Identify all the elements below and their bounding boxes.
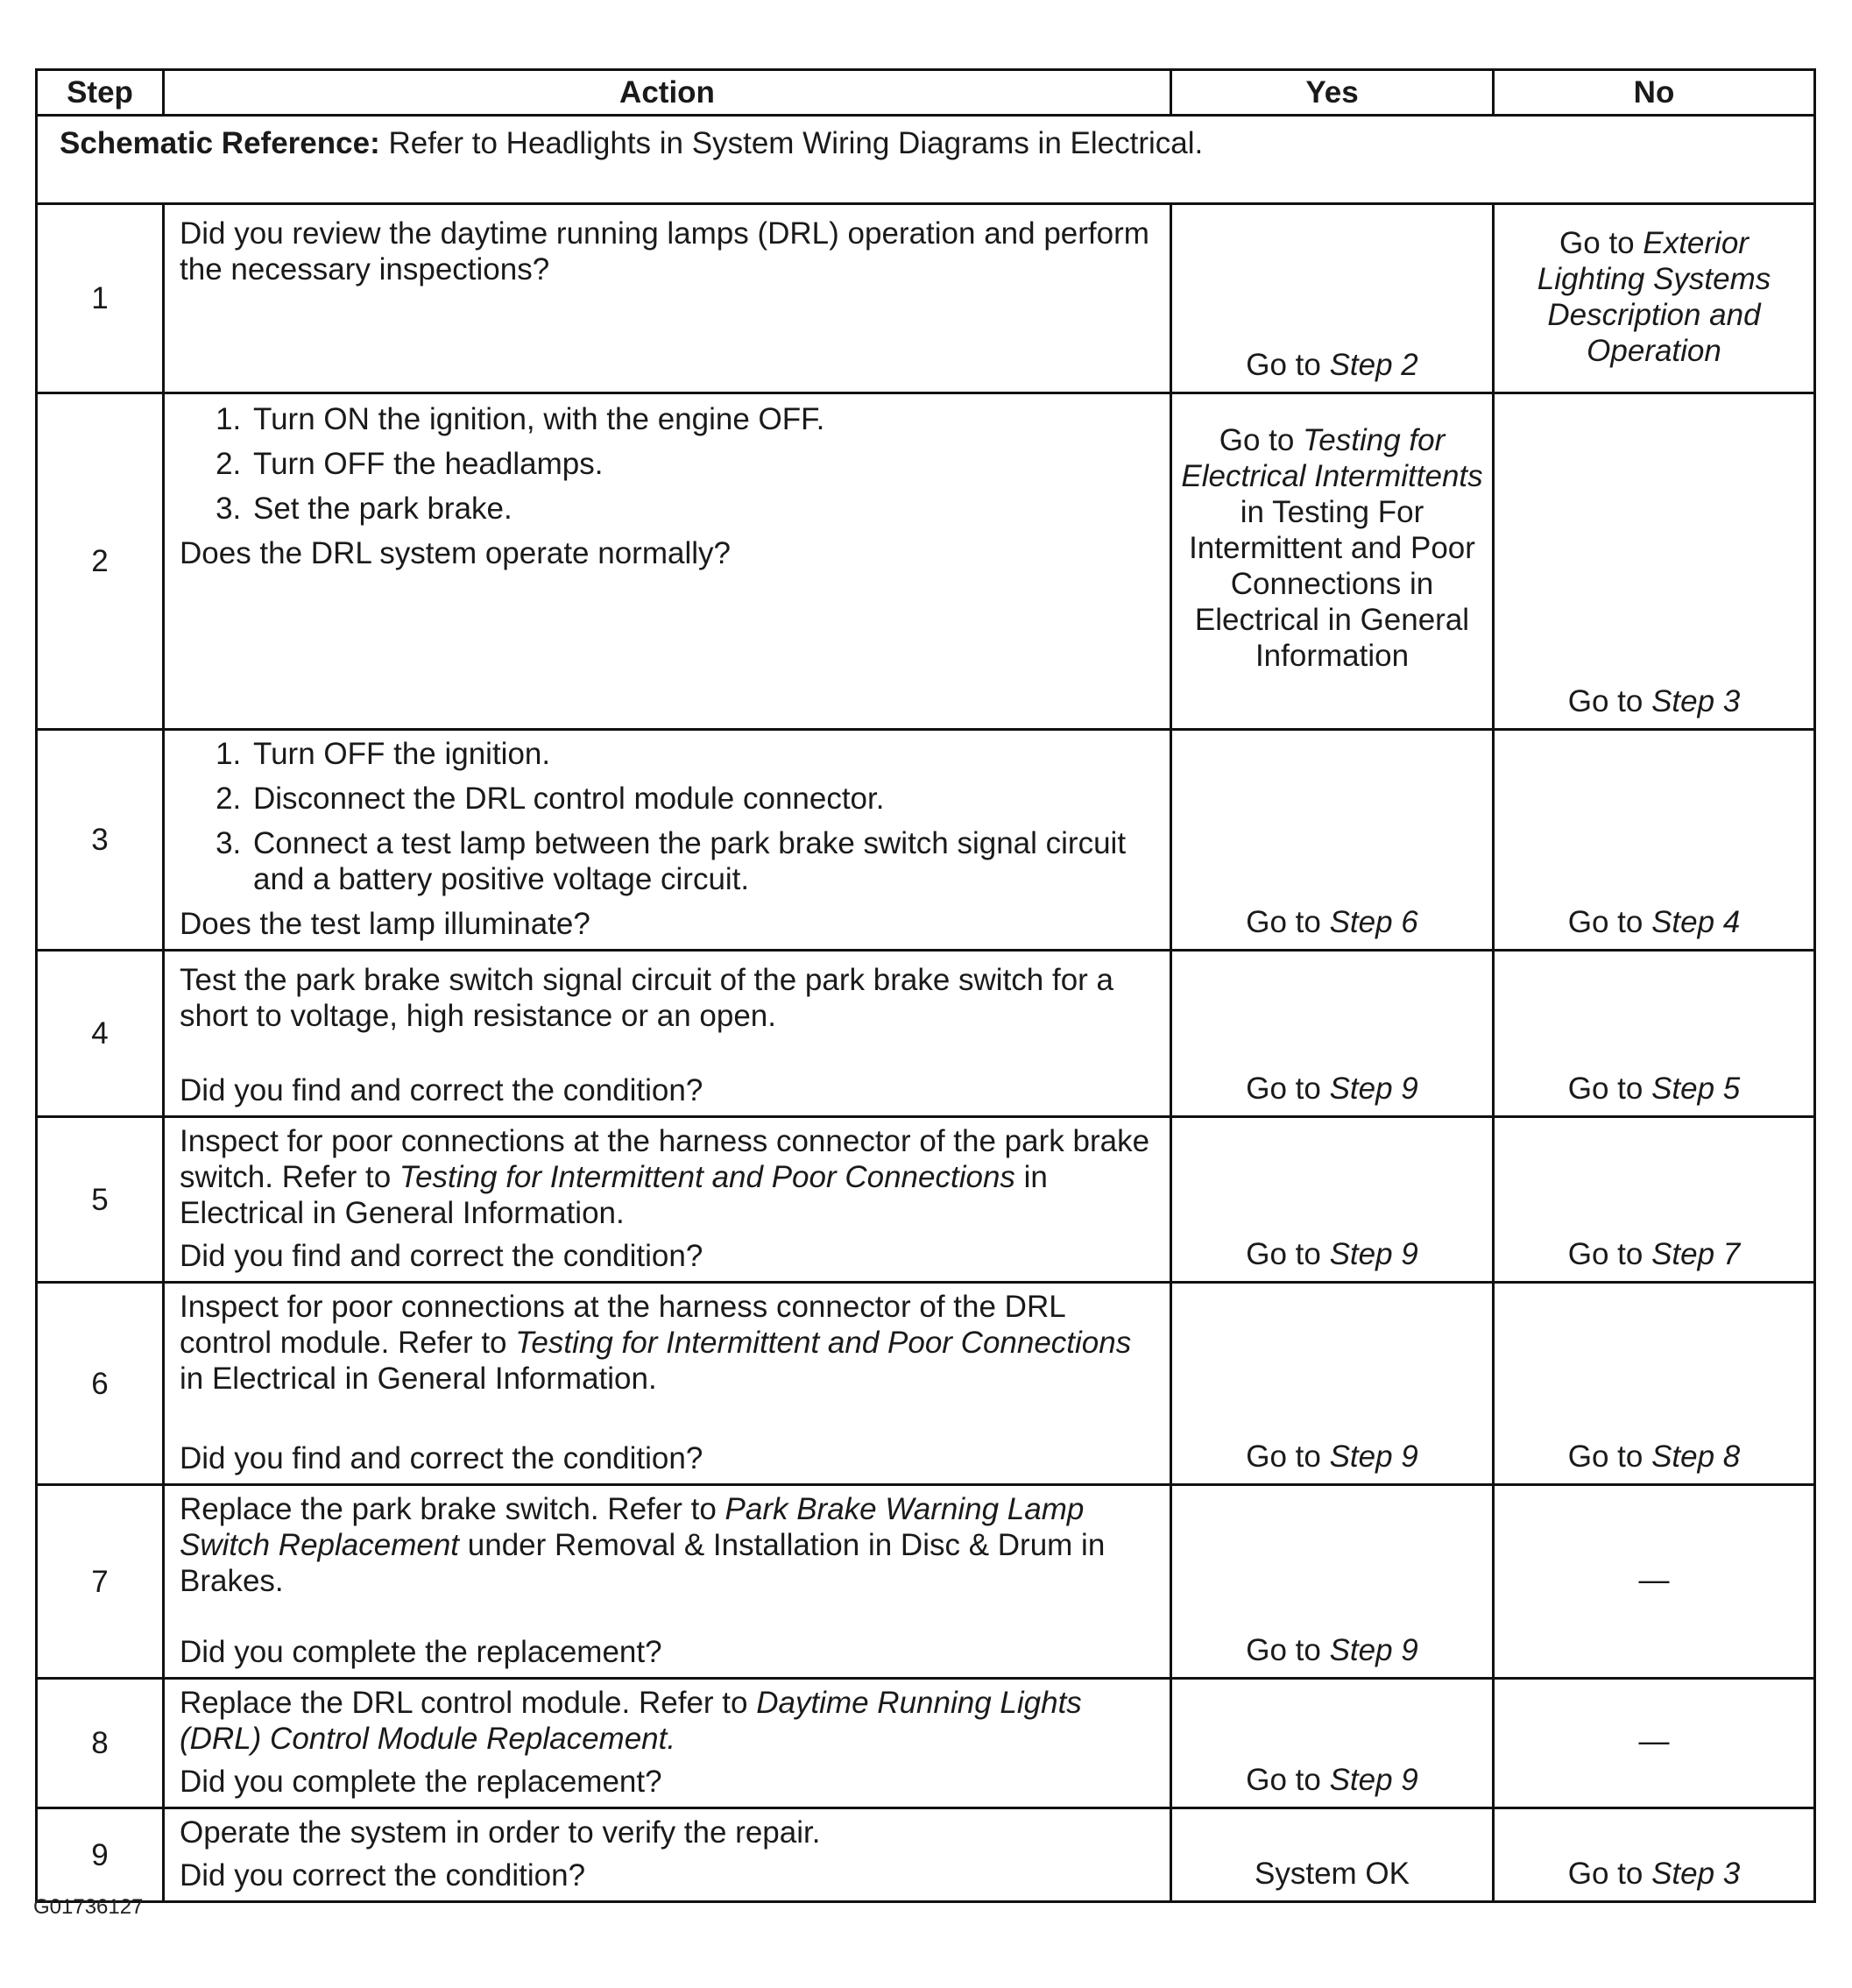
no-link[interactable]: Step 7 xyxy=(1651,1237,1741,1271)
diagnostic-table xyxy=(35,68,1816,1903)
step-number: 9 xyxy=(37,1808,164,1902)
action-link[interactable]: Park Brake Warning Lamp Switch Replacement xyxy=(180,1492,1085,1562)
table-row xyxy=(37,1679,1815,1808)
yes-cell xyxy=(1171,951,1494,1117)
no-prefix: Go to xyxy=(1567,1857,1652,1891)
no-cell xyxy=(1494,393,1815,730)
action-pre: Replace the DRL control module. Refer to xyxy=(180,1686,757,1720)
action-step: 2. Disconnect the DRL control module connector. xyxy=(250,781,1154,817)
action-pre: Replace the park brake switch. Refer to xyxy=(180,1492,725,1526)
schematic-row xyxy=(37,116,1815,204)
action-cell xyxy=(164,1808,1171,1902)
no-cell xyxy=(1494,1808,1815,1902)
table-row xyxy=(37,1808,1815,1902)
schematic-reference xyxy=(37,116,1815,204)
action-text: Did you review the daytime running lamps (DRL) operation and perform the necessary inspections? xyxy=(180,216,1149,287)
action-pre: Inspect for poor connections at the harness connector of the DRL control module. Refer to xyxy=(180,1290,1065,1360)
yes-link[interactable]: Testing for Electrical Intermittents xyxy=(1181,423,1483,493)
no-cell xyxy=(1494,730,1815,951)
yes-link[interactable]: Step 6 xyxy=(1329,905,1418,939)
figure-id: G01736127 xyxy=(33,1895,144,1919)
no-prefix: Go to xyxy=(1559,225,1643,260)
no-link[interactable]: Step 8 xyxy=(1651,1440,1741,1474)
no-cell xyxy=(1494,1283,1815,1485)
no-link[interactable]: Step 3 xyxy=(1651,684,1741,718)
table-row xyxy=(37,1485,1815,1679)
schematic-text: Refer to Headlights in System Wiring Diagrams in Electrical. xyxy=(379,126,1204,160)
action-question: Did you complete the replacement? xyxy=(180,1765,662,1799)
table-row xyxy=(37,393,1815,730)
table-row xyxy=(37,1117,1815,1283)
action-step: 2. Turn OFF the headlamps. xyxy=(250,446,1154,482)
action-step: 3. Set the park brake. xyxy=(250,491,1154,527)
yes-prefix: Go to xyxy=(1219,423,1304,457)
action-text xyxy=(180,1685,1154,1757)
yes-prefix: Go to xyxy=(1246,1072,1330,1106)
no-link[interactable]: Step 5 xyxy=(1651,1072,1741,1106)
action-steps xyxy=(180,736,1154,897)
table-row xyxy=(37,1283,1815,1485)
action-link[interactable]: Testing for Intermittent and Poor Connections xyxy=(399,1160,1015,1194)
action-question: Did you find and correct the condition? xyxy=(180,1239,703,1273)
yes-prefix: Go to xyxy=(1246,905,1330,939)
table-row xyxy=(37,951,1815,1117)
action-post: in Electrical in General Information. xyxy=(180,1362,657,1396)
action-question: Does the test lamp illuminate? xyxy=(180,907,590,941)
action-question: Did you find and correct the condition? xyxy=(180,1073,703,1107)
action-text xyxy=(180,1491,1154,1599)
action-cell xyxy=(164,393,1171,730)
action-question: Did you complete the replacement? xyxy=(180,1635,662,1669)
no-prefix: Go to xyxy=(1567,1440,1652,1474)
action-steps xyxy=(180,401,1154,527)
no-prefix: Go to xyxy=(1567,1237,1652,1271)
header-yes: Yes xyxy=(1171,70,1494,116)
action-step: 1. Turn ON the ignition, with the engine OFF. xyxy=(250,401,1154,437)
step-number: 3 xyxy=(37,730,164,951)
action-step: 3. Connect a test lamp between the park brake switch signal circuit and a battery positive voltage circuit. xyxy=(250,825,1154,897)
no-cell: — xyxy=(1494,1485,1815,1679)
action-question: Does the DRL system operate normally? xyxy=(180,536,731,570)
step-number: 2 xyxy=(37,393,164,730)
step-number: 7 xyxy=(37,1485,164,1679)
yes-link[interactable]: Step 9 xyxy=(1329,1763,1418,1797)
step-number: 1 xyxy=(37,204,164,393)
yes-cell xyxy=(1171,1117,1494,1283)
yes-cell xyxy=(1171,204,1494,393)
table-row xyxy=(37,730,1815,951)
action-step: 1. Turn OFF the ignition. xyxy=(250,736,1154,772)
action-question: Did you find and correct the condition? xyxy=(180,1441,703,1475)
yes-cell xyxy=(1171,730,1494,951)
no-cell: — xyxy=(1494,1679,1815,1808)
action-cell xyxy=(164,204,1171,393)
yes-prefix: Go to xyxy=(1246,348,1330,382)
no-link[interactable]: Step 4 xyxy=(1651,905,1741,939)
action-question: Did you correct the condition? xyxy=(180,1858,586,1892)
action-cell xyxy=(164,730,1171,951)
yes-prefix: Go to xyxy=(1246,1440,1330,1474)
yes-link[interactable]: Step 9 xyxy=(1329,1072,1418,1106)
yes-prefix: Go to xyxy=(1246,1237,1330,1271)
yes-cell xyxy=(1171,1485,1494,1679)
header-row xyxy=(37,70,1815,116)
header-step: Step xyxy=(37,70,164,116)
no-link[interactable]: Exterior Lighting Systems Description and Operation xyxy=(1537,225,1771,368)
table-row xyxy=(37,204,1815,393)
no-cell xyxy=(1494,1117,1815,1283)
action-text xyxy=(180,1123,1154,1231)
yes-cell: System OK xyxy=(1171,1808,1494,1902)
action-text: Operate the system in order to verify the repair. xyxy=(180,1815,821,1850)
yes-link[interactable]: Step 9 xyxy=(1329,1633,1418,1667)
no-cell xyxy=(1494,951,1815,1117)
yes-cell xyxy=(1171,1679,1494,1808)
no-prefix: Go to xyxy=(1567,1072,1652,1106)
action-link[interactable]: Testing for Intermittent and Poor Connections xyxy=(515,1326,1132,1360)
yes-suffix: in Testing For Intermittent and Poor Connections in Electrical in General Information xyxy=(1189,495,1475,673)
step-number: 4 xyxy=(37,951,164,1117)
action-cell xyxy=(164,1485,1171,1679)
yes-link[interactable]: Step 2 xyxy=(1329,348,1418,382)
no-prefix: Go to xyxy=(1567,905,1652,939)
action-cell xyxy=(164,951,1171,1117)
action-cell xyxy=(164,1283,1171,1485)
step-number: 5 xyxy=(37,1117,164,1283)
yes-cell xyxy=(1171,1283,1494,1485)
no-prefix: Go to xyxy=(1567,684,1652,718)
yes-prefix: Go to xyxy=(1246,1763,1330,1797)
schematic-label: Schematic Reference: xyxy=(60,126,380,160)
action-cell xyxy=(164,1117,1171,1283)
yes-link[interactable]: Step 9 xyxy=(1329,1237,1418,1271)
action-post: under Removal & Installation in Disc & Drum in Brakes. xyxy=(180,1528,1106,1598)
action-post: in Electrical in General Information. xyxy=(180,1160,1048,1230)
action-text xyxy=(180,1289,1154,1397)
header-no: No xyxy=(1494,70,1815,116)
step-number: 6 xyxy=(37,1283,164,1485)
action-text: Test the park brake switch signal circuit of the park brake switch for a short to voltage, high resistance or an open. xyxy=(180,963,1114,1033)
step-number: 8 xyxy=(37,1679,164,1808)
yes-cell xyxy=(1171,393,1494,730)
action-pre: Inspect for poor connections at the harness connector of the park brake switch. Refer to xyxy=(180,1124,1150,1194)
header-action: Action xyxy=(164,70,1171,116)
yes-prefix: Go to xyxy=(1246,1633,1330,1667)
yes-link[interactable]: Step 9 xyxy=(1329,1440,1418,1474)
action-link[interactable]: Daytime Running Lights (DRL) Control Module Replacement. xyxy=(180,1686,1082,1756)
action-cell xyxy=(164,1679,1171,1808)
no-cell xyxy=(1494,204,1815,393)
no-link[interactable]: Step 3 xyxy=(1651,1857,1741,1891)
